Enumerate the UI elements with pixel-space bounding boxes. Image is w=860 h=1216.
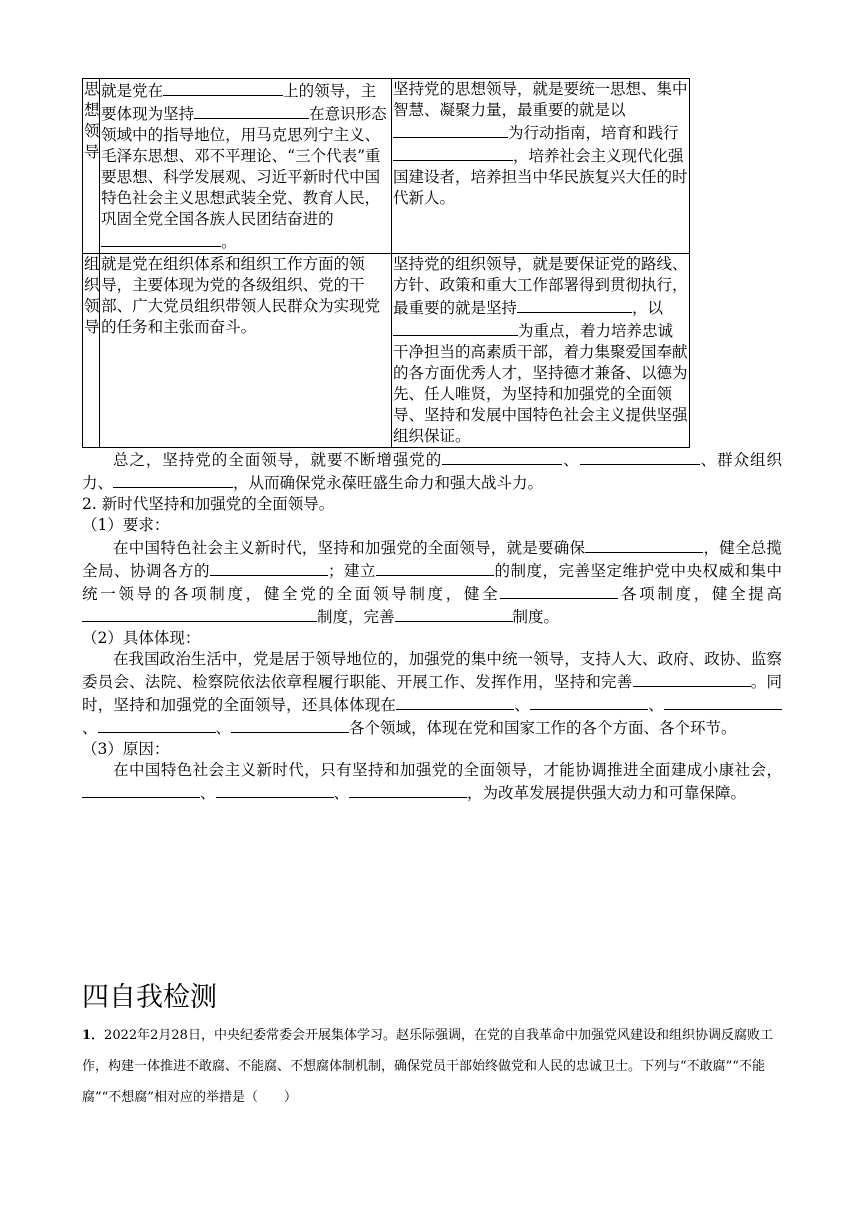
- table-row: [83, 254, 690, 448]
- content-text: 在意识形态领域中的指导地位，用马克思列宁主义、毛泽东思想、邓不平理论、“三个代表”重要思想、科学发展观、习近平新时代中国特色社会主义思想武装全党、教育人民，巩固全党全国各族人民团结奋进的: [101, 105, 387, 228]
- embodiment-text: 、: [215, 719, 232, 737]
- embodiment-text: 在我国政治生活中，党是居于领导地位的，加强党的集中统一领导，支持人大、政府、政协、监察委员会、法院、检察院依法依章程履行职能、开展工作、发挥作用，坚持和完善: [82, 650, 782, 691]
- leadership-table: [82, 78, 690, 448]
- fill-in-blank[interactable]: [376, 559, 494, 576]
- embodiment-text: 、: [82, 719, 98, 737]
- fill-in-blank[interactable]: [216, 781, 334, 798]
- summary-text: 、群众组织力、: [82, 451, 782, 492]
- row-requirement: [392, 254, 690, 448]
- reason-text: ，为改革发展提供强大动力和可靠保障。: [467, 784, 747, 802]
- fill-in-blank[interactable]: [500, 582, 618, 599]
- reason-text: 在中国特色社会主义新时代，只有坚持和加强党的全面领导，才能协调推进全面建成小康社会，: [113, 761, 782, 779]
- requirement-text: ，培养社会主义现代化强国建设者，培养担当中华民族复兴大任的时代新人。: [393, 147, 688, 207]
- fill-in-blank[interactable]: [633, 670, 751, 687]
- requirement-text: 为行动指南，培育和践行: [508, 124, 679, 142]
- embodiment-label: （2）具体体现：: [82, 629, 201, 647]
- fill-in-blank[interactable]: [82, 605, 317, 622]
- content-text: 上的领导，主要体现为坚持: [101, 82, 377, 123]
- row-requirement: [392, 79, 690, 254]
- embodiment-text: 、: [514, 696, 531, 714]
- question-text: 2022年2月28日，中央纪委常委会开展集体学习。赵乐际强调，在党的自我革命中加强党风建设和组织协调反腐败工作，构建一体推进不敢腐、不能腐、不想腐体制机制，确保党员干部始终做党和人民的忠诚卫士。下列与“不敢腐”“不能腐”“不想腐”相对应的举措是（ ）: [82, 1028, 773, 1105]
- reason-text: 、: [200, 784, 216, 802]
- requirement-text: 制度。: [512, 608, 560, 626]
- fill-in-blank[interactable]: [393, 121, 508, 138]
- content-text: 就是党在组织体系和组织工作方面的领导，主要体现为党的各级组织、党的干部、广大党员组织带领人民群众为实现党的任务和主张而奋斗。: [101, 255, 381, 336]
- heading-new-era: 2. 新时代坚持和加强党的全面领导。: [82, 495, 335, 513]
- requirement-text: 在中国特色社会主义新时代，坚持和加强党的全面领导，就是要确保: [113, 539, 586, 557]
- content-text: 就是党在: [101, 82, 164, 100]
- fill-in-blank[interactable]: [113, 471, 233, 488]
- fill-in-blank[interactable]: [231, 716, 349, 733]
- requirement-text: 的制度，完善坚定维护党中央权威和集中统一领导的各项制度，健全党的全面领导制度，健全: [82, 562, 782, 603]
- embodiment-text: 、: [648, 696, 664, 714]
- row-content: [100, 79, 392, 254]
- requirement-text: 坚持党的组织领导，就是要保证党的路线、方针、政策和重大工作部署得到贯彻执行，最重要的就是坚持: [393, 255, 688, 317]
- fill-in-blank[interactable]: [393, 144, 513, 161]
- requirement-text: 制度，完善: [317, 608, 395, 626]
- fill-in-blank[interactable]: [98, 716, 216, 733]
- embodiment-paragraph: [82, 649, 782, 739]
- reason-text: 、: [333, 784, 350, 802]
- fill-in-blank[interactable]: [395, 605, 513, 622]
- row-category: 组织领导: [83, 254, 100, 448]
- row-content: [100, 254, 392, 448]
- requirement-text: 各项制度，健全提高: [618, 585, 782, 603]
- fill-in-blank[interactable]: [393, 319, 518, 336]
- fill-in-blank[interactable]: [396, 693, 514, 710]
- content-text: 。: [221, 233, 237, 251]
- requirement-text: ；建立: [328, 562, 376, 580]
- fill-in-blank[interactable]: [194, 102, 309, 119]
- summary-text: 、: [562, 451, 580, 469]
- requirements-paragraph: [82, 536, 782, 628]
- fill-in-blank[interactable]: [664, 693, 782, 710]
- fill-in-blank[interactable]: [349, 781, 467, 798]
- reason-paragraph: [82, 760, 782, 804]
- requirement-text: 坚持党的思想领导，就是要统一思想、集中智慧、凝聚力量，最重要的就是以: [393, 80, 688, 119]
- requirements-label: （1）要求：: [82, 516, 170, 534]
- fill-in-blank[interactable]: [82, 781, 200, 798]
- fill-in-blank[interactable]: [210, 559, 328, 576]
- fill-in-blank[interactable]: [442, 448, 562, 465]
- requirement-text: 为重点，着力培养忠诚干净担当的高素质干部，着力集聚爱国奉献的各方面优秀人才，坚持德才兼备、以德为先、任人唯贤，为坚持和加强党的全面领导、坚持和发展中国特色社会主义提供坚强组织保证。: [393, 322, 688, 445]
- table-row: [83, 79, 690, 254]
- embodiment-text: 各个领域，体现在党和国家工作的各个方面、各个环节。: [349, 719, 737, 737]
- requirement-text: ，健全总揽全局、协调各方的: [82, 539, 782, 580]
- requirement-text: ，以: [632, 299, 664, 317]
- reason-label: （3）原因：: [82, 740, 170, 758]
- fill-in-blank[interactable]: [585, 536, 703, 553]
- row-category: 思想领导: [83, 79, 100, 254]
- summary-paragraph: [82, 448, 782, 494]
- fill-in-blank[interactable]: [530, 693, 648, 710]
- question-number: 1．: [82, 1028, 105, 1043]
- summary-text: 总之，坚持党的全面领导，就要不断增强党的: [113, 451, 443, 469]
- worksheet: [82, 78, 782, 804]
- question-1: [82, 1020, 787, 1113]
- section-title: 四自我检测: [82, 982, 217, 1013]
- fill-in-blank[interactable]: [517, 296, 632, 313]
- summary-text: ，从而确保党永葆旺盛生命力和强大战斗力。: [233, 474, 544, 492]
- fill-in-blank[interactable]: [101, 230, 221, 247]
- fill-in-blank[interactable]: [163, 79, 283, 96]
- embodiment-text: 。同时，坚持和加强党的全面领导，还具体体现在: [82, 673, 782, 714]
- fill-in-blank[interactable]: [580, 448, 700, 465]
